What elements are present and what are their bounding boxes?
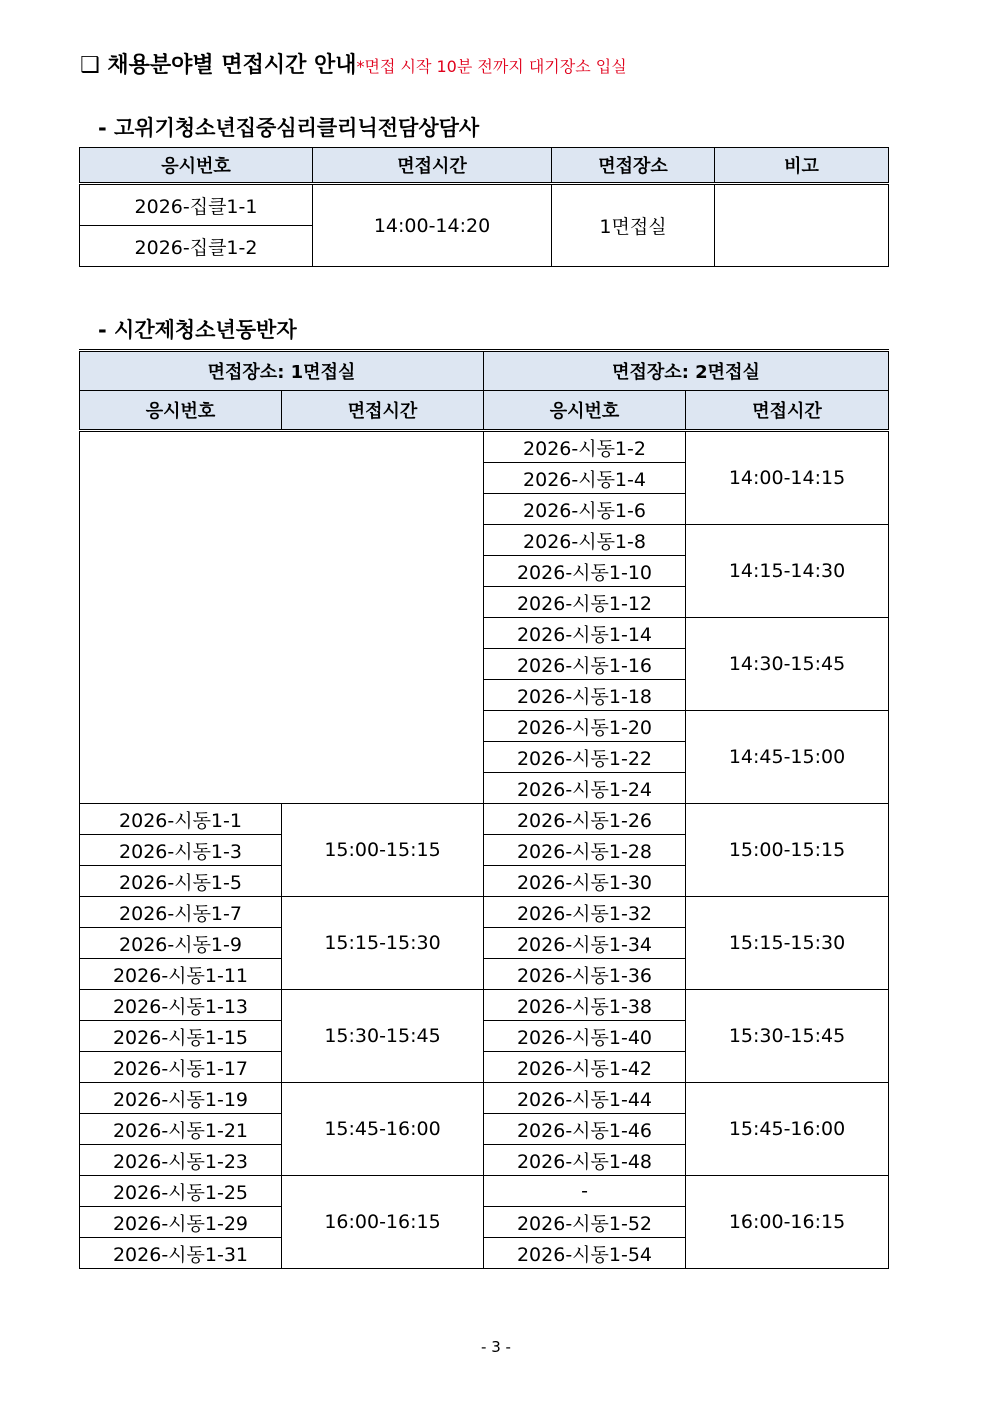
room2-applicant-id: 2026-시동1-26 — [484, 804, 686, 835]
room2-applicant-id: 2026-시동1-54 — [484, 1238, 686, 1269]
interview-time: 14:00-14:20 — [313, 184, 552, 267]
col-header-room: 면접장소 — [552, 148, 715, 184]
room1-applicant-id: 2026-시동1-13 — [80, 990, 282, 1021]
room2-col-time: 면접시간 — [686, 391, 889, 431]
room2-header: 면접장소: 2면접실 — [484, 351, 889, 391]
table-row — [80, 1176, 889, 1207]
remark — [715, 184, 889, 267]
room1-empty-cell — [80, 431, 484, 804]
room1-applicant-id: 2026-시동1-7 — [80, 897, 282, 928]
room2-applicant-id: - — [484, 1176, 686, 1207]
room2-applicant-id: 2026-시동1-28 — [484, 835, 686, 866]
page-number: - 3 - — [481, 1338, 511, 1356]
applicant-id: 2026-집클1-1 — [80, 184, 313, 226]
room2-applicant-id: 2026-시동1-8 — [484, 525, 686, 556]
table-row — [80, 1083, 889, 1114]
room1-applicant-id: 2026-시동1-29 — [80, 1207, 282, 1238]
room1-applicant-id: 2026-시동1-19 — [80, 1083, 282, 1114]
room2-col-id: 응시번호 — [484, 391, 686, 431]
room2-applicant-id: 2026-시동1-30 — [484, 866, 686, 897]
column-header-row — [80, 391, 889, 431]
room-header-row — [80, 351, 889, 391]
room2-applicant-id: 2026-시동1-42 — [484, 1052, 686, 1083]
room2-applicant-id: 2026-시동1-6 — [484, 494, 686, 525]
room1-applicant-id: 2026-시동1-31 — [80, 1238, 282, 1269]
room2-applicant-id: 2026-시동1-18 — [484, 680, 686, 711]
room1-applicant-id: 2026-시동1-5 — [80, 866, 282, 897]
table-row — [80, 431, 889, 463]
room1-applicant-id: 2026-시동1-11 — [80, 959, 282, 990]
checkbox-bullet-icon: ❑ — [80, 53, 100, 78]
room1-applicant-id: 2026-시동1-25 — [80, 1176, 282, 1207]
table-row — [80, 990, 889, 1021]
room2-applicant-id: 2026-시동1-34 — [484, 928, 686, 959]
col-header-time: 면접시간 — [313, 148, 552, 184]
room2-applicant-id: 2026-시동1-44 — [484, 1083, 686, 1114]
room2-applicant-id: 2026-시동1-14 — [484, 618, 686, 649]
col-header-remark: 비고 — [715, 148, 889, 184]
table-row — [80, 184, 889, 226]
room1-header: 면접장소: 1면접실 — [80, 351, 484, 391]
room1-applicant-id: 2026-시동1-23 — [80, 1145, 282, 1176]
section2-heading: - 시간제청소년동반자 — [98, 318, 297, 342]
room2-interview-time: 15:30-15:45 — [686, 990, 889, 1083]
room2-applicant-id: 2026-시동1-40 — [484, 1021, 686, 1052]
room2-interview-time: 15:45-16:00 — [686, 1083, 889, 1176]
room2-applicant-id: 2026-시동1-22 — [484, 742, 686, 773]
room1-applicant-id: 2026-시동1-15 — [80, 1021, 282, 1052]
room2-applicant-id: 2026-시동1-16 — [484, 649, 686, 680]
interview-room: 1면접실 — [552, 184, 715, 267]
applicant-id: 2026-집클1-2 — [80, 226, 313, 267]
room1-col-time: 면접시간 — [282, 391, 484, 431]
room2-applicant-id: 2026-시동1-48 — [484, 1145, 686, 1176]
room2-applicant-id: 2026-시동1-4 — [484, 463, 686, 494]
room2-applicant-id: 2026-시동1-12 — [484, 587, 686, 618]
room2-applicant-id: 2026-시동1-38 — [484, 990, 686, 1021]
section1-table — [79, 147, 889, 267]
title-note: *면접 시작 10분 전까지 대기장소 입실 — [356, 57, 627, 76]
room1-applicant-id: 2026-시동1-1 — [80, 804, 282, 835]
room1-interview-time: 15:15-15:30 — [282, 897, 484, 990]
col-header-id: 응시번호 — [80, 148, 313, 184]
room2-applicant-id: 2026-시동1-46 — [484, 1114, 686, 1145]
room2-applicant-id: 2026-시동1-32 — [484, 897, 686, 928]
schedule-body — [80, 431, 889, 1269]
room1-col-id: 응시번호 — [80, 391, 282, 431]
section2-table — [79, 349, 889, 1269]
room1-interview-time: 15:00-15:15 — [282, 804, 484, 897]
room2-interview-time: 14:45-15:00 — [686, 711, 889, 804]
table-header-row — [80, 148, 889, 184]
table-row — [80, 897, 889, 928]
room2-interview-time: 14:30-15:45 — [686, 618, 889, 711]
room1-interview-time: 15:30-15:45 — [282, 990, 484, 1083]
room1-interview-time: 15:45-16:00 — [282, 1083, 484, 1176]
room1-applicant-id: 2026-시동1-3 — [80, 835, 282, 866]
room1-interview-time: 16:00-16:15 — [282, 1176, 484, 1269]
page-title — [80, 48, 627, 79]
room2-interview-time: 15:00-15:15 — [686, 804, 889, 897]
room1-applicant-id: 2026-시동1-9 — [80, 928, 282, 959]
room2-interview-time: 16:00-16:15 — [686, 1176, 889, 1269]
room2-interview-time: 14:15-14:30 — [686, 525, 889, 618]
room1-applicant-id: 2026-시동1-21 — [80, 1114, 282, 1145]
table-row — [80, 804, 889, 835]
title-text: 채용분야별 면접시간 안내 — [107, 53, 357, 78]
room2-interview-time: 15:15-15:30 — [686, 897, 889, 990]
room2-interview-time: 14:00-14:15 — [686, 431, 889, 525]
room2-applicant-id: 2026-시동1-10 — [484, 556, 686, 587]
room2-applicant-id: 2026-시동1-2 — [484, 431, 686, 463]
room2-applicant-id: 2026-시동1-52 — [484, 1207, 686, 1238]
room1-applicant-id: 2026-시동1-17 — [80, 1052, 282, 1083]
room2-applicant-id: 2026-시동1-20 — [484, 711, 686, 742]
room2-applicant-id: 2026-시동1-36 — [484, 959, 686, 990]
room2-applicant-id: 2026-시동1-24 — [484, 773, 686, 804]
section1-heading: - 고위기청소년집중심리클리닉전담상담사 — [98, 116, 480, 140]
